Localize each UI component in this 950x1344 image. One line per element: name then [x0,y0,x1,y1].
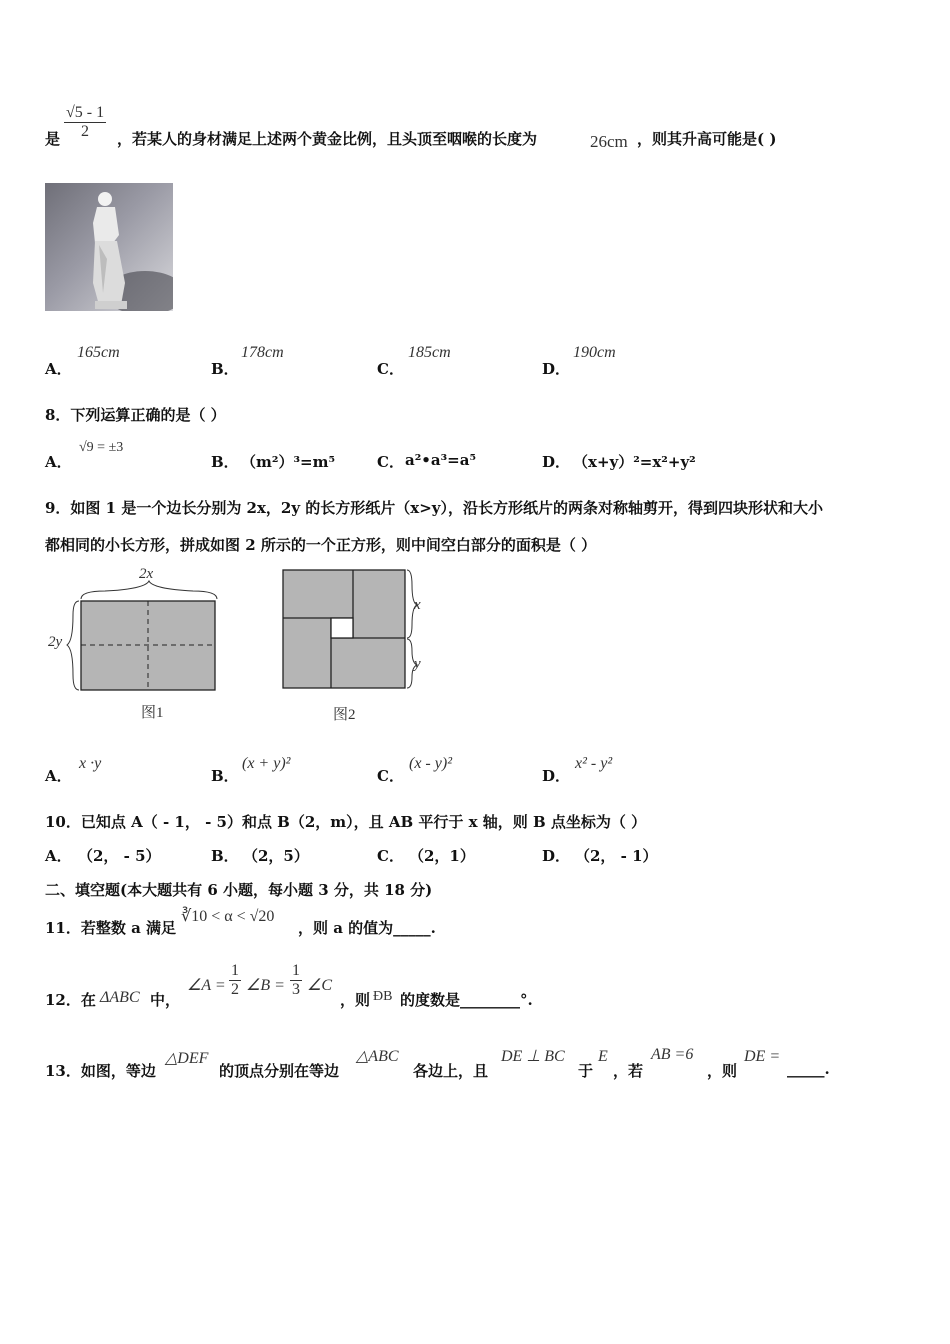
q13-mid5: ，则 [707,1062,738,1080]
q8-option-c-letter: C． [377,453,404,471]
half-denominator: 2 [231,981,239,998]
q11-suffix: ，则 a 的值为_____. [298,919,436,937]
q9-stem-line1: 9．如图 1 是一个边长分别为 2x，2y 的长方形纸片（x>y），沿长方形纸片的两条对称轴剪开，得到四块形状和大小 [45,499,824,517]
q8-option-d-value: （x+y）²=x²+y² [573,453,696,471]
q7-option-d-value: 190cm [573,344,616,361]
q13-e: E [598,1048,608,1065]
q10-option-c-value: （2，1） [409,847,475,865]
q7-option-c-value: 185cm [408,344,451,361]
q8-option-d-letter: D． [542,453,571,471]
q8-option-b-letter: B． [211,453,239,471]
q9-option-b-letter: B． [211,767,239,785]
q12-angle-c: ∠C [307,977,333,994]
q10-option-a-letter: A． [45,847,72,865]
q7-text-end: ，则其升高可能是( ) [637,130,777,148]
q10-option-b-value: （2，5） [243,847,309,865]
q12-prefix: 12．在 [45,991,96,1009]
q8-stem: 8．下列运算正确的是（ ） [45,406,226,424]
q7-option-b-letter: B． [211,360,239,378]
q7-lead: 是 [45,130,61,148]
golden-ratio-fraction [64,104,106,141]
figure-2-square [275,565,435,695]
q10-stem: 10．已知点 A（ - 1， - 5）和点 B（2，m），且 AB 平行于 x 轴，则 B 点坐标为（ ） [45,813,647,831]
q12-angle-b: ∠B = [246,977,285,994]
q8-option-a-letter: A． [45,453,72,471]
q9-option-c-letter: C． [377,767,404,785]
third-numerator: 1 [292,962,300,979]
q7-option-c-letter: C． [377,360,404,378]
q13-de: DE = [744,1048,781,1065]
q9-option-a-value: x ·y [79,755,102,772]
q7-option-a-value: 165cm [77,344,120,361]
third-denominator: 3 [292,981,300,998]
q13-abc: △ABC [356,1048,399,1065]
fraction-numerator: √5 - 1 [66,104,105,121]
q12-mid: 中， [150,991,181,1009]
q12-angle-label: ÐB [373,989,393,1004]
q13-mid3: 于 [578,1062,594,1080]
q9-stem-line2: 都相同的小长方形，拼成如图 2 所示的一个正方形，则中间空白部分的面积是（ ） [45,536,597,554]
q10-option-c-letter: C． [377,847,404,865]
fig2-caption: 图2 [333,707,356,723]
q13-mid4: ，若 [613,1062,644,1080]
q13-def: △DEF [165,1050,209,1067]
fig2-label-x: x [414,597,421,613]
fig2-label-y: y [414,656,421,672]
q11-prefix: 11．若整数 a 满足 [45,919,177,937]
q9-option-a-letter: A． [45,767,72,785]
q10-option-b-letter: B． [211,847,239,865]
q13-mid2: 各边上，且 [413,1062,489,1080]
q13-blank: _____. [787,1060,830,1078]
q13-prefix: 13．如图，等边 [45,1062,156,1080]
fig1-caption: 图1 [141,705,164,721]
q7-option-d-letter: D． [542,360,571,378]
q7-option-b-value: 178cm [241,344,284,361]
q7-text-mid: ，若某人的身材满足上述两个黄金比例，且头顶至咽喉的长度为 [117,130,538,148]
q12-angle-a: ∠A = [187,977,226,994]
fraction-denominator: 2 [81,123,90,140]
q12-triangle: ΔABC [100,989,140,1006]
q9-option-b-value: (x + y)² [242,755,291,772]
q13-ab: AB =6 [651,1046,694,1063]
q9-option-c-value: (x - y)² [409,755,452,772]
q13-mid1: 的顶点分别在等边 [219,1062,340,1080]
section-2-heading: 二、填空题(本大题共有 6 小题，每小题 3 分，共 18 分) [45,881,433,899]
q10-option-d-letter: D． [542,847,571,865]
q10-option-a-value: （2， - 5） [78,847,161,865]
q12-suffix-b: 的度数是________°. [400,991,533,1009]
q8-option-c-value: a²•a³=a⁵ [405,451,477,469]
q8-option-a-value: √9 = ±3 [79,440,124,455]
fig1-label-top: 2x [139,566,154,582]
q12-half-fraction [229,962,241,999]
q9-option-d-value: x² - y² [575,755,613,772]
q9-option-d-letter: D． [542,767,571,785]
q12-suffix-a: ，则 [340,991,371,1009]
figure-1-rectangle [45,565,235,725]
half-numerator: 1 [231,962,239,979]
q10-option-d-value: （2， - 1） [575,847,658,865]
q11-expression: ∛10 < α < √20 [181,908,275,925]
q12-third-fraction [290,962,302,999]
q7-option-a-letter: A． [45,360,72,378]
q8-option-b-value: （m²）³=m⁵ [241,453,336,471]
statue-image [45,183,173,311]
q7-length: 26cm [590,132,628,151]
fig1-label-left: 2y [48,634,63,650]
q13-perp: DE ⊥ BC [501,1048,565,1065]
